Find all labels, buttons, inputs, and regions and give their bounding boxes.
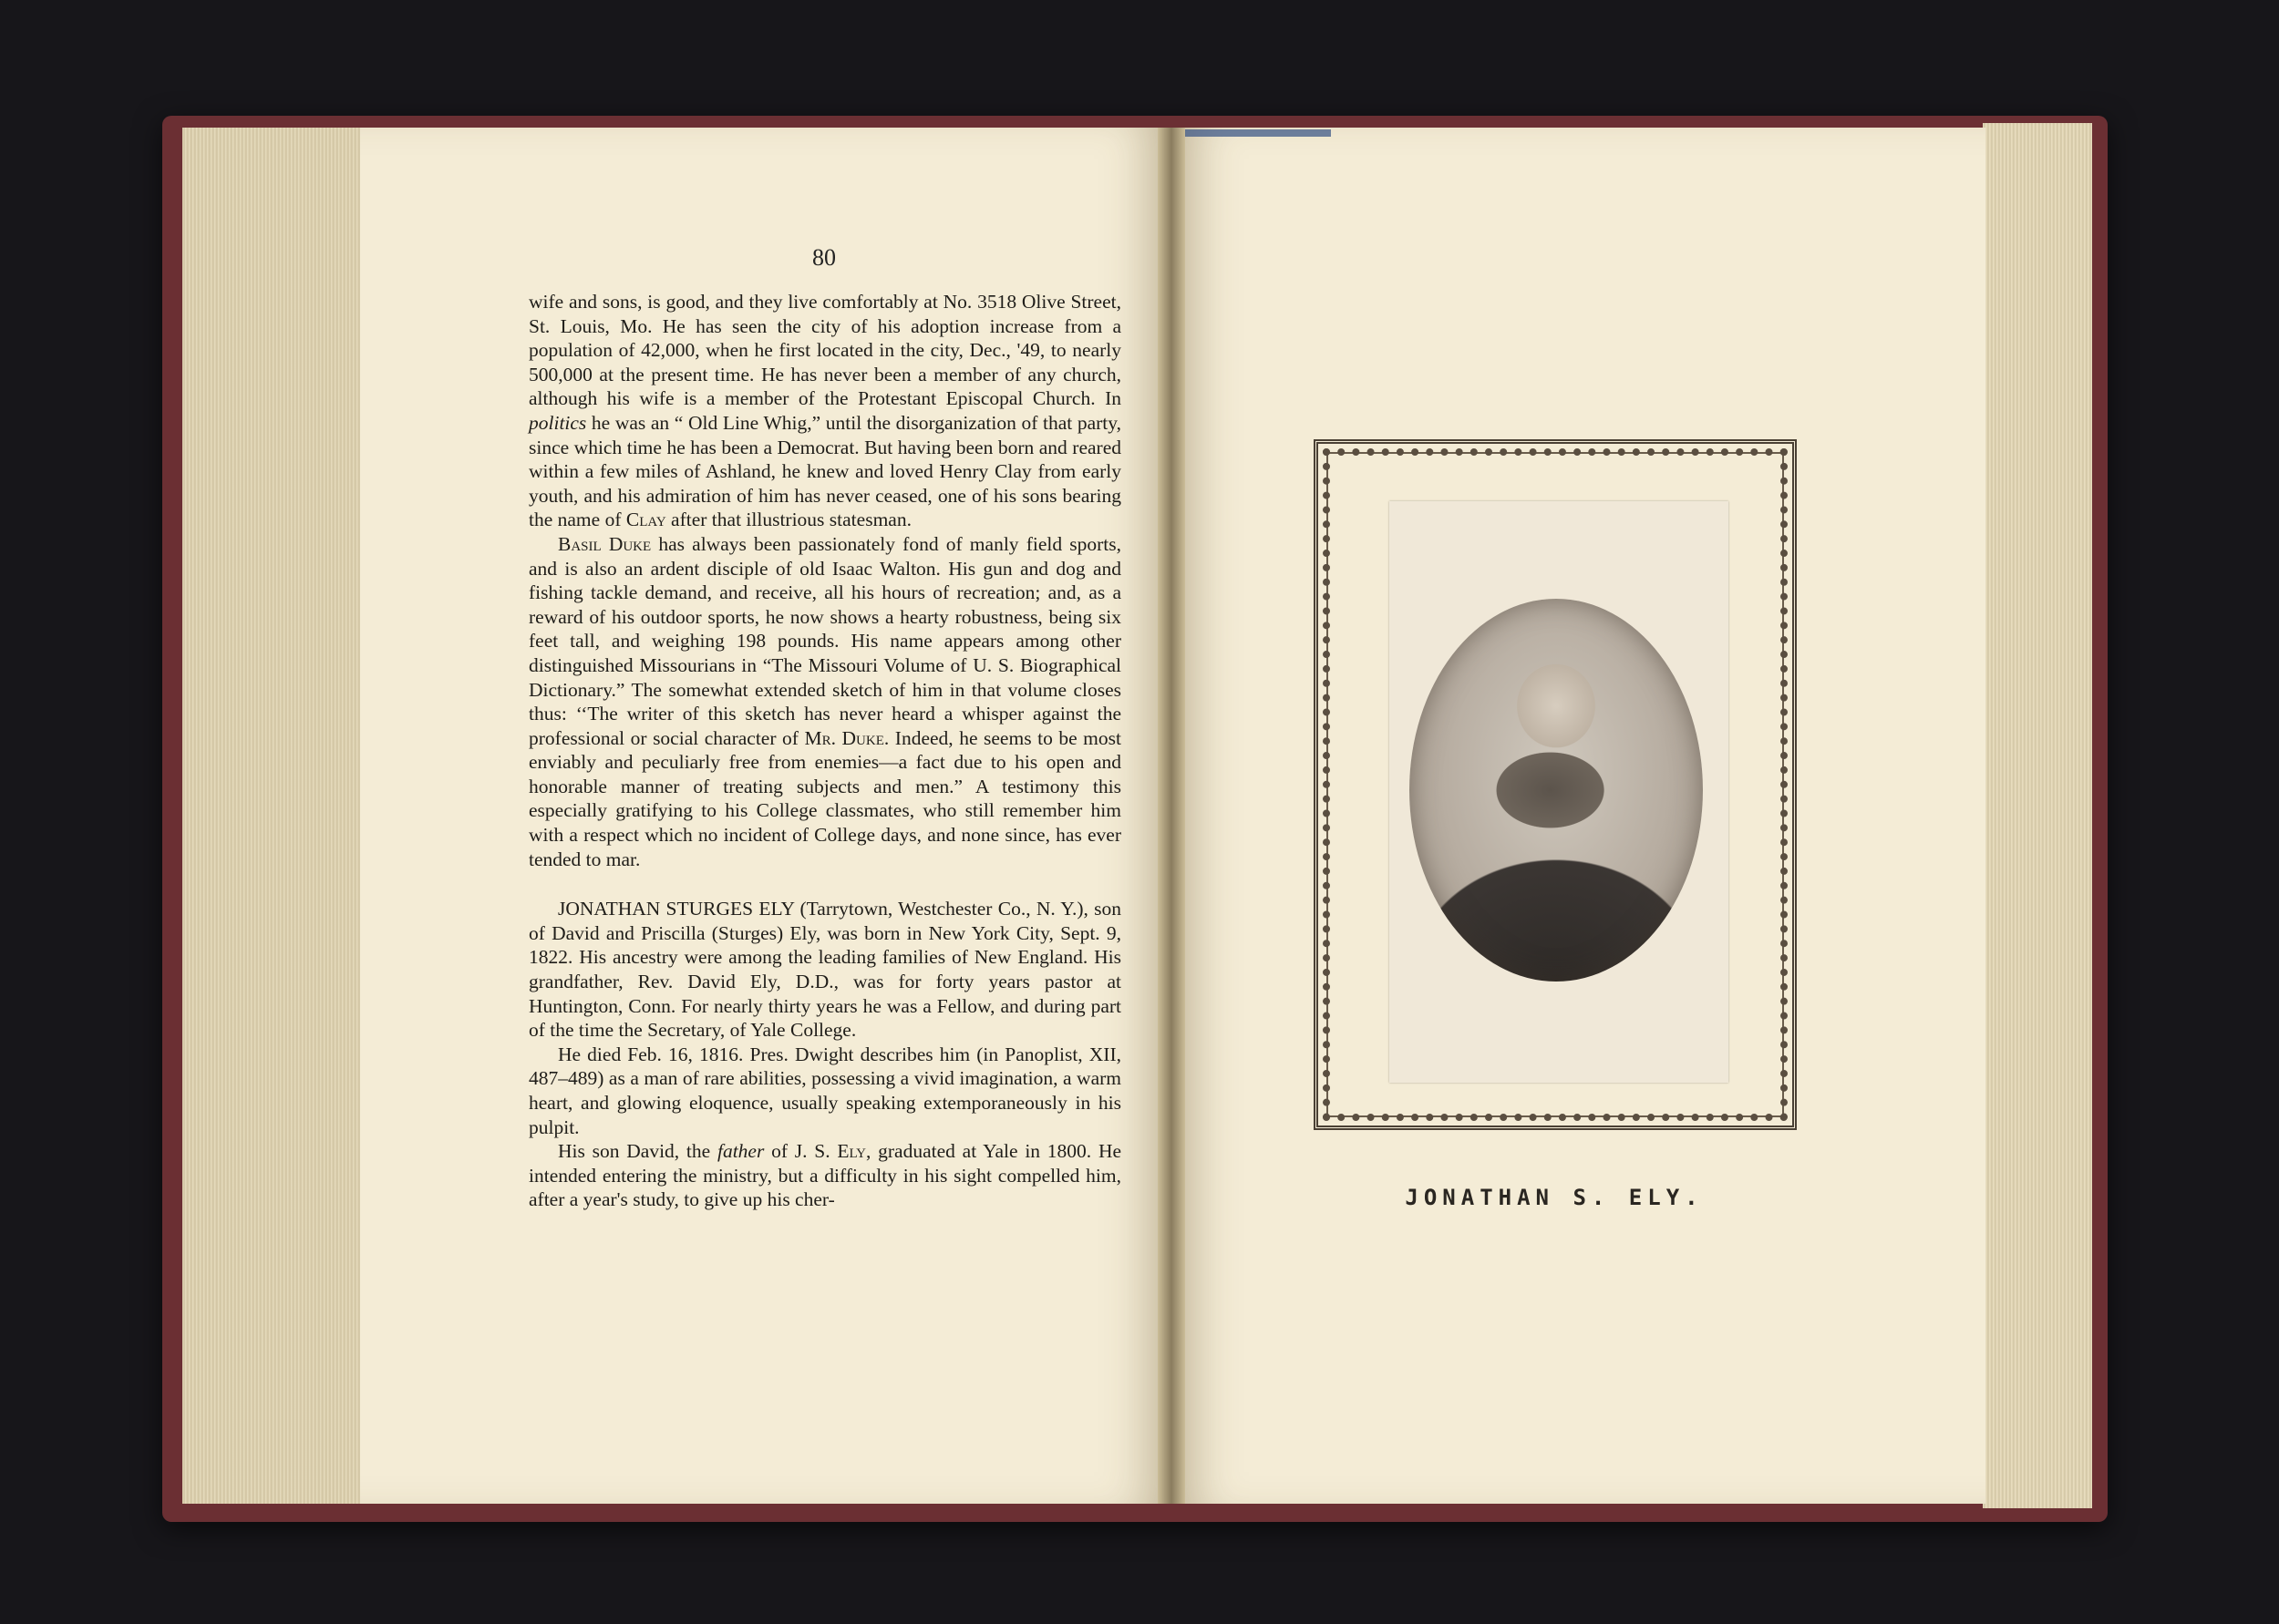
small-caps-text: Clay <box>625 509 666 531</box>
italic-text: father <box>717 1140 765 1163</box>
book-gutter <box>1158 128 1185 1504</box>
paragraph <box>529 897 1121 1043</box>
paragraph <box>529 1139 1121 1212</box>
page-number: 80 <box>812 244 836 271</box>
portrait-caption: JONATHAN S. ELY. <box>1405 1185 1704 1210</box>
right-page-edges <box>1983 123 2092 1508</box>
paragraph <box>529 1043 1121 1139</box>
portrait-photo <box>1409 599 1703 982</box>
paragraph <box>529 532 1121 871</box>
text-run: His son David, the <box>558 1140 717 1163</box>
small-caps-text: Ely <box>837 1140 866 1163</box>
small-caps-text: Mr. Duke <box>804 726 884 749</box>
text-run: of J. S. <box>764 1140 838 1163</box>
small-caps-text: Basil Duke <box>558 532 652 555</box>
paragraph <box>529 290 1121 532</box>
text-run: JONATHAN STURGES ELY (Tarrytown, Westchester Co., N. Y.), son of David and Priscilla (Sturges) Ely, was born in New York City, Sept. 9, 1822. His ancestry were among the leading families of New England. His grandfather, Rev. David Ely, D.D., was for forty years pastor at Huntington, Conn. For nearly thirty years he was a Fellow, and during part of the time the Secretary, of Yale College. <box>529 898 1121 1042</box>
text-run: after that illustrious statesman. <box>665 509 912 531</box>
text-run: , graduated at Yale in 1800. He intended entering the ministry, but a difficulty in his sight compelled him, after a year's study, to give up his cher- <box>529 1140 1122 1211</box>
text-run: He died Feb. 16, 1816. Pres. Dwight describes him (in Panoplist, XII, 487–489) as a man of rare abilities, possessing a vivid imagination, a warm heart, and glowing eloquence, usually speaking extemporaneously in his pulpit. <box>529 1043 1121 1138</box>
text-run: has always been passionately fond of manly field sports, and is also an ardent disciple of old Isaac Walton. His gun and dog and fishing tackle demand, and receive, all his hours of recreation; and, as a reward of his outdoor sports, he now shows a hearty robustness, being six feet tall, and weighing 198 pounds. His name appears among other distinguished Missourians in “The Missouri Volume of U. S. Biographical Dictionary.” The somewhat extended sketch of him in that volume closes thus: ‘‘The writer of this sketch has never heard a whisper against the professional or social character of <box>529 532 1121 749</box>
text-run: wife and sons, is good, and they live comfortably at No. 3518 Olive Street, St. Louis, Mo. He has seen the city of his adoption increase from a population of 42,000, when he first located in the city, Dec., '49, to nearly 500,000 at the present time. He has never been a member of any church, although his wife is a member of the Protestant Episcopal Church. In <box>529 291 1121 410</box>
text-run: he was an “ Old Line Whig,” until the disorganization of that party, since which time he has been a Democrat. But having been born and reared within a few miles of Ashland, he knew and loved Henry Clay from early youth, and his admiration of him has never ceased, one of his sons bearing the name of <box>529 411 1121 531</box>
italic-text: politics <box>529 411 587 434</box>
left-page-edges <box>182 128 369 1504</box>
text-run: . Indeed, he seems to be most enviably and peculiarly free from enemies—a fact due to his open and honorable manner of treating subjects and men.” A testimony this especially gratifying to his College classmates, who still remember him with a respect which no incident of College days, and none since, has ever tended to mar. <box>529 726 1121 870</box>
bookmark-ribbon <box>1185 129 1331 137</box>
body-text <box>529 290 1121 1212</box>
